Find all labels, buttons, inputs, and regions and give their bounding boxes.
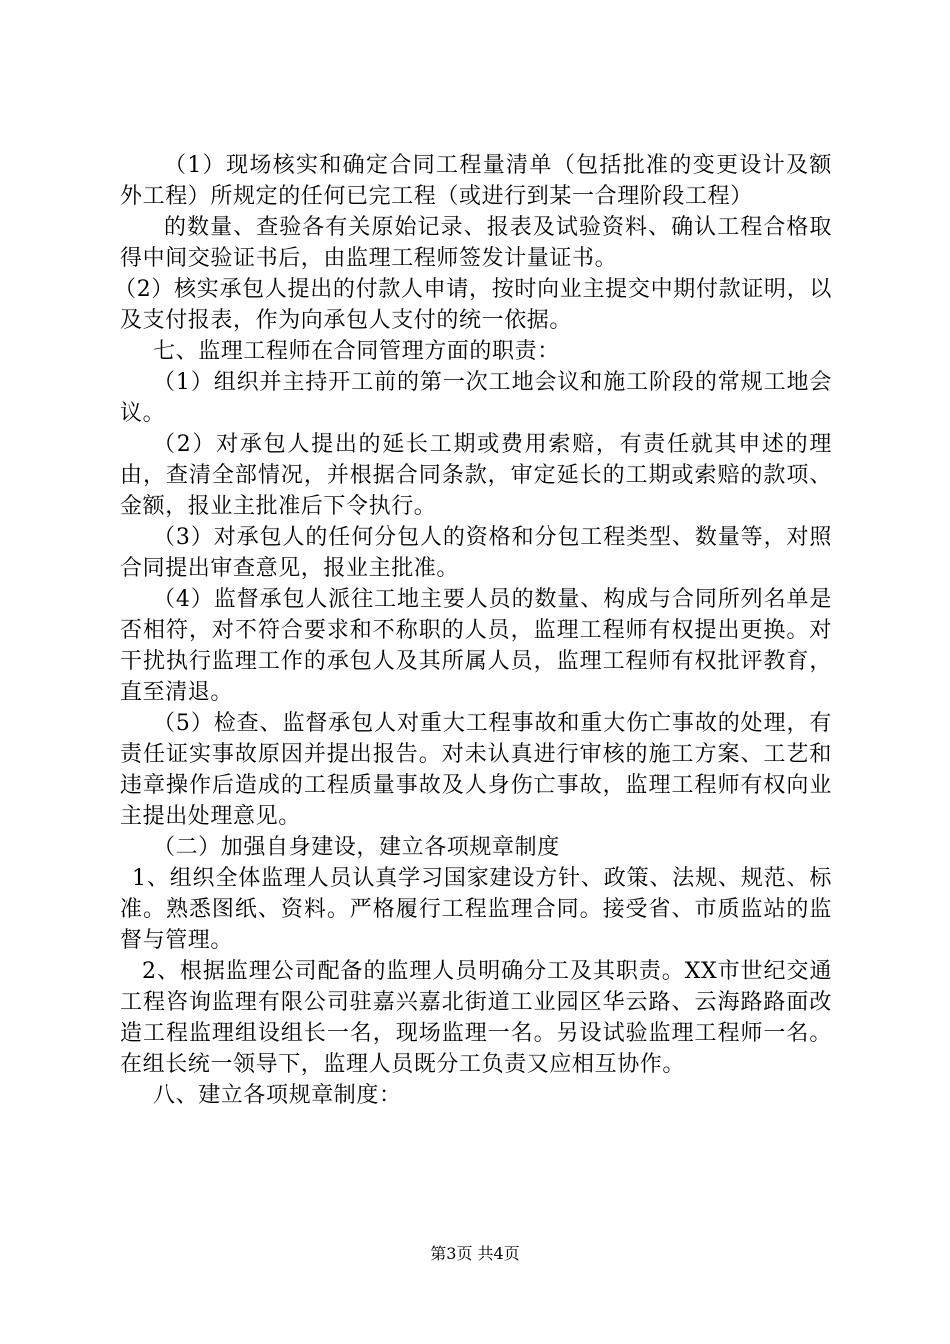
paragraph-item-2: 2、根据监理公司配备的监理人员明确分工及其职责。XX市世纪交通工程咨询监理有限公司驻嘉兴嘉北街道工业园区华云路、云海路路面改造工程监理组设组长一名，现场监理一名。另设试验监理工程师一名。在组长统一领导下，监理人员既分工负责又应相互协作。 — [120, 959, 832, 1077]
section-heading-2: （二）加强自身建设，建立各项规章制度 — [153, 835, 560, 860]
paragraph-measure-2: （2）核实承包人提出的付款人申请，按时向业主提交中期付款证明，以及支付报表，作为向承包人支付的统一依据。 — [114, 277, 832, 333]
paragraph-duty-4: （4）监督承包人派往工地主要人员的数量、构成与合同所列名单是否相符，对不符合要求和不称职的人员，监理工程师有权提出更换。对干扰执行监理工作的承包人及其所属人员，监理工程师有权批评教育，直至清退。 — [120, 587, 832, 705]
section-heading-7: 七、监理工程师在合同管理方面的职责： — [153, 339, 560, 364]
paragraph-duty-3: （3）对承包人的任何分包人的资格和分包工程类型、数量等，对照合同提出审查意见，报业主批准。 — [120, 525, 832, 581]
paragraph-duty-5: （5）检查、监督承包人对重大工程事故和重大伤亡事故的处理，有责任证实事故原因并提出报告。对未认真进行审核的施工方案、工艺和违章操作后造成的工程质量事故及人身伤亡事故，监理工程师有权向业主提出处理意见。 — [120, 711, 832, 829]
paragraph-item-1: 1、组织全体监理人员认真学习国家建设方针、政策、法规、规范、标准。熟悉图纸、资料。严格履行工程监理合同。接受省、市质监站的监督与管理。 — [120, 866, 832, 953]
document-body — [114, 150, 832, 1111]
paragraph-duty-1: （1）组织并主持开工前的第一次工地会议和施工阶段的常规工地会议。 — [120, 370, 832, 426]
paragraph-measure-continued: 的数量、查验各有关原始记录、报表及试验资料、确认工程合格取得中间交验证书后，由监理工程师签发计量证书。 — [120, 215, 832, 271]
page-number-label: 第3页 共4页 — [430, 1244, 520, 1263]
paragraph-measure-1: （1）现场核实和确定合同工程量清单（包括批准的变更设计及额外工程）所规定的任何已完工程（或进行到某一合理阶段工程） — [120, 153, 832, 209]
paragraph-duty-2: （2）对承包人提出的延长工期或费用索赔，有责任就其申述的理由，查清全部情况，并根据合同条款，审定延长的工期或索赔的款项、金额，报业主批准后下令执行。 — [120, 432, 832, 519]
section-heading-8: 八、建立各项规章制度： — [153, 1083, 402, 1108]
page-footer — [0, 1244, 950, 1264]
